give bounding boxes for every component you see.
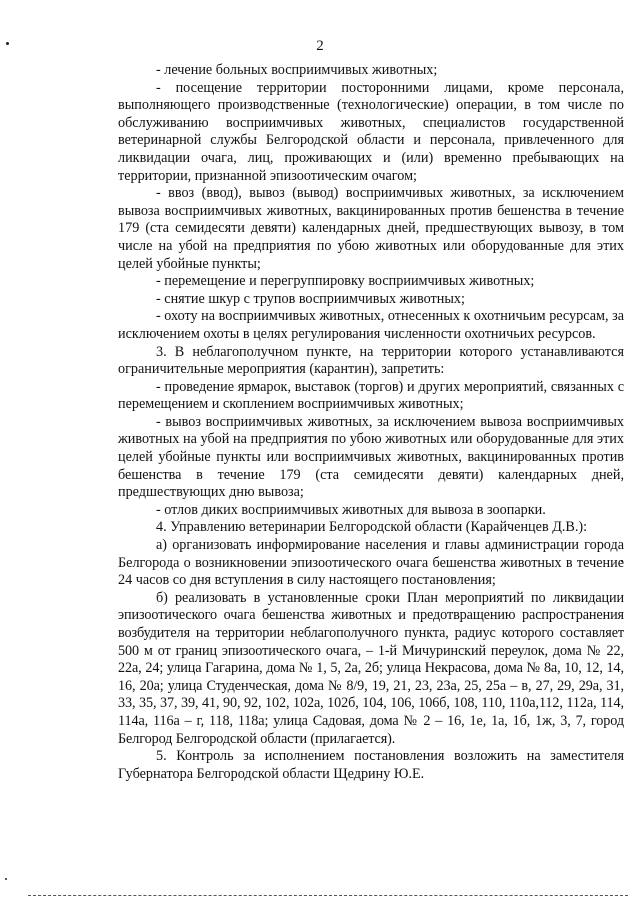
paragraph: - ввоз (ввод), вывоз (вывод) восприимчивых животных, за исключением вывоза восприимчивых животных, вакцинированных против бешенства в течение 179 (ста семидесяти девяти) календарных дней, предшествующих вывозу, в том числе на убой на предприятия по убою животных или оборудованные для этих целей убойные пункты; [118, 185, 624, 272]
paragraph: - проведение ярмарок, выставок (торгов) и других мероприятий, связанных с перемещением и скоплением восприимчивых животных; [118, 378, 624, 413]
paragraph: а) организовать информирование населения и главы администрации города Белгорода о возникновении эпизоотического очага бешенства животных в течение 24 часов со дня вступления в силу настоящего постановления; [118, 537, 624, 589]
paragraph: - перемещение и перегруппировку восприимчивых животных; [156, 273, 535, 290]
scan-speck [5, 878, 7, 880]
paragraph: - посещение территории посторонними лицами, кроме персонала, выполняющего производственные (технологические) операции, в том числе по обслуживанию восприимчивых животных, специалистов государственной ветеринарной службы Белгородской области и персонала, привлеченного для ликвидации очага, лиц, проживающих и (или) временно пребывающих на территории, признанной эпизоотическим очагом; [118, 79, 624, 184]
paragraph: б) реализовать в установленные сроки План мероприятий по ликвидации эпизоотического очага бешенства животных и предотвращению распространения возбудителя на территории неблагополучного пункта, радиус которого составляет 500 м от границ эпизоотического очага, – 1-й Мичуринский переулок, дома № 22, 22а, 24; улица Гагарина, дома № 1, 5, 2а, 2б; улица Некрасова, дома № 8а, 10, 12, 14, 16, 20а; улица Студенческая, дома № 8/9, 19, 21, 23, 23а, 25, 25а – в, 27, 29, 29а, 31, 33, 35, 37, 39, 41, 90, 92, 102, 102а, 102б, 104, 106, 106б, 108, 110, 110а,112, 112а, 114, 114а, 116а – г, 118, 118а; улица Садовая, дома № 2 – 16, 1е, 1а, 1б, 1ж, 3, 7, город Белгород Белгородской области (прилагается). [118, 589, 624, 747]
paragraph: - лечение больных восприимчивых животных; [156, 62, 438, 78]
paragraph: - охоту на восприимчивых животных, отнесенных к охотничьим ресурсам, за исключением охоты в целях регулирования численности охотничьих ресурсов. [118, 308, 624, 342]
paragraph: 4. Управлению ветеринарии Белгородской области (Карайченцев Д.В.): [156, 519, 588, 536]
paragraph: 5. Контроль за исполнением постановления возложить на заместителя Губернатора Белгородской области Щедрину Ю.Е. [118, 748, 624, 782]
page-number: 2 [316, 38, 324, 54]
document-body [118, 62, 624, 783]
paragraph: 3. В неблагополучном пункте, на территории которого устанавливаются ограничительные мероприятия (карантин), запретить: [118, 343, 624, 378]
paragraph: - снятие шкур с трупов восприимчивых животных; [156, 290, 465, 307]
page-bottom-line [28, 895, 628, 896]
paragraph: - отлов диких восприимчивых животных для вывоза в зоопарки. [156, 501, 546, 518]
paragraph: - вывоз восприимчивых животных, за исключением вывоза восприимчивых животных на убой на предприятия по убою животных или оборудованные для этих целей убойные пункты или восприимчивых животных, вакцинированных против бешенства в течение 179 (ста семидесяти девяти) календарных дней, предшествующих дню вывоза; [118, 413, 624, 501]
